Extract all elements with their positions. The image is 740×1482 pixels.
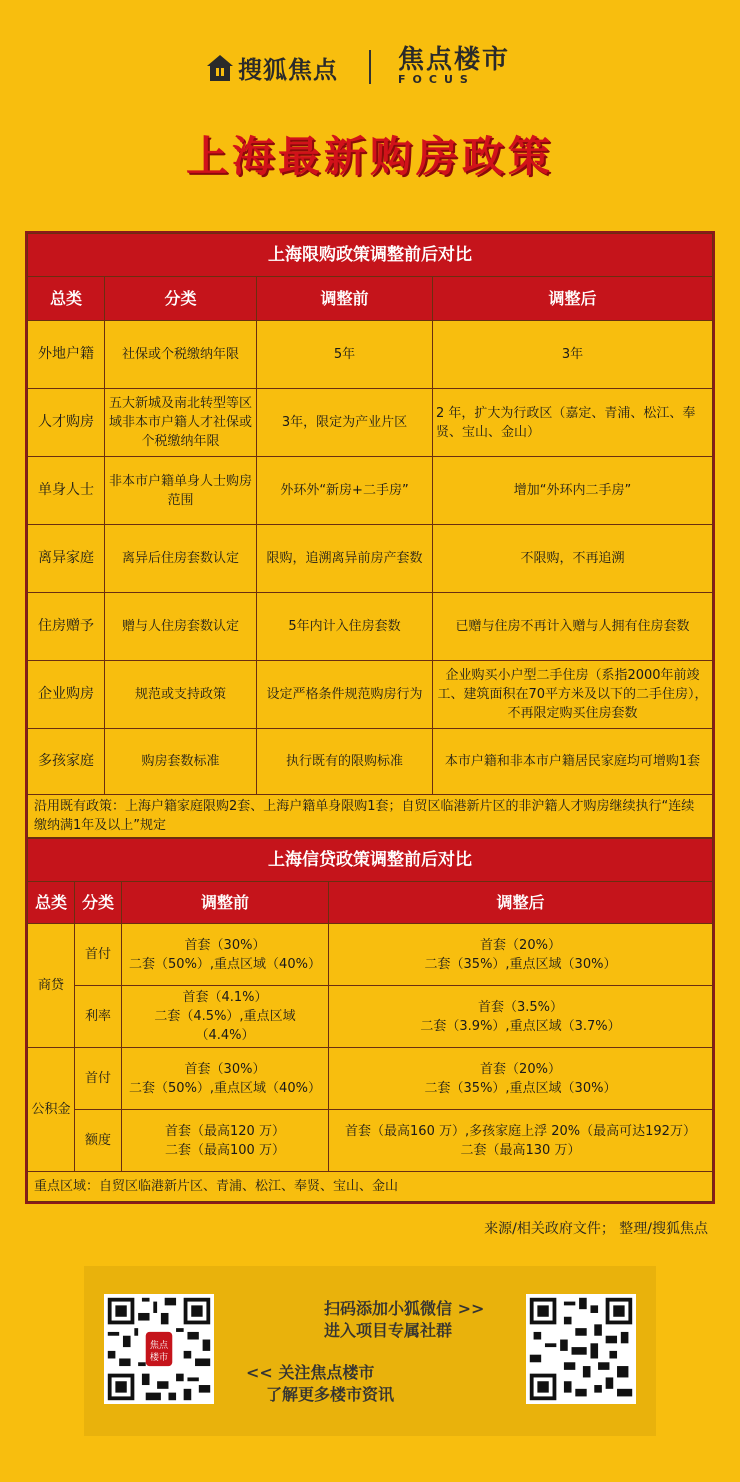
row-subcategory: 赠与人住房套数认定 [105, 593, 257, 661]
source-credit: 来源/相关政府文件； 整理/搜狐焦点 [484, 1221, 708, 1237]
row-category: 离异家庭 [28, 525, 105, 593]
row-after: 首套（20%） 二套（35%）,重点区域（30%） [329, 924, 713, 986]
table-row [28, 729, 713, 795]
row-category: 外地户籍 [28, 321, 105, 389]
table1-header-before: 调整前 [257, 277, 433, 321]
row-category: 单身人士 [28, 457, 105, 525]
wechat-add-text [324, 1298, 484, 1342]
row-before: 5年 [257, 321, 433, 389]
row-after: 3年 [433, 321, 713, 389]
sohu-focus-logo[interactable] [206, 50, 338, 85]
row-before: 设定严格条件规范购房行为 [257, 661, 433, 729]
row-category: 住房赠予 [28, 593, 105, 661]
group-category: 公积金 [28, 1048, 75, 1172]
table-row [28, 525, 713, 593]
table1-header-after: 调整后 [433, 277, 713, 321]
row-subcategory: 首付 [75, 924, 122, 986]
row-before: 首套（30%） 二套（50%）,重点区域（40%） [122, 1048, 329, 1110]
row-subcategory: 利率 [75, 986, 122, 1048]
row-subcategory: 非本市户籍单身人士购房范围 [105, 457, 257, 525]
follow-line-2: 了解更多楼市资讯 [266, 1385, 395, 1404]
table-row [28, 1048, 713, 1110]
row-subcategory: 额度 [75, 1110, 122, 1172]
row-subcategory: 购房套数标准 [105, 729, 257, 795]
header [0, 44, 740, 94]
table2-header-cat: 总类 [28, 882, 75, 924]
row-after: 2 年，扩大为行政区（嘉定、青浦、松江、奉贤、宝山、金山） [433, 389, 713, 457]
row-subcategory: 社保或个税缴纳年限 [105, 321, 257, 389]
policy-tables [25, 231, 715, 1204]
table2-title: 上海信贷政策调整前后对比 [28, 839, 713, 882]
row-after: 已赠与住房不再计入赠与人拥有住房套数 [433, 593, 713, 661]
focus-loushi-logo[interactable] [398, 46, 510, 86]
table-row [28, 986, 713, 1048]
row-after: 首套（3.5%） 二套（3.9%）,重点区域（3.7%） [329, 986, 713, 1048]
row-before: 首套（30%） 二套（50%）,重点区域（40%） [122, 924, 329, 986]
brand-right-en: FOCUS [398, 73, 475, 86]
follow-text [246, 1362, 394, 1406]
row-after: 首套（最高160 万）,多孩家庭上浮 20%（最高可达192万） 二套（最高130 万） [329, 1110, 713, 1172]
wechat-qr-code[interactable] [526, 1294, 636, 1404]
brand-left-text: 搜狐焦点 [238, 56, 338, 84]
row-before: 外环外“新房+二手房” [257, 457, 433, 525]
row-after: 首套（20%） 二套（35%）,重点区域（30%） [329, 1048, 713, 1110]
credit-policy-table [27, 838, 713, 1202]
table-row [28, 661, 713, 729]
row-before: 首套（4.1%） 二套（4.5%）,重点区域 （4.4%） [122, 986, 329, 1048]
house-logo-icon [206, 54, 234, 82]
wechat-line-2: 进入项目专属社群 [324, 1321, 453, 1340]
table-row [28, 924, 713, 986]
row-after: 企业购买小户型二手住房（系指2000年前竣工、建筑面积在70平方米及以下的二手住房），不再限定购买住房套数 [433, 661, 713, 729]
table2-header-after: 调整后 [329, 882, 713, 924]
purchase-restriction-table [27, 233, 713, 838]
svg-text:焦点: 焦点 [149, 1340, 169, 1351]
row-before: 限购，追溯离异前房产套数 [257, 525, 433, 593]
follow-line-1: << 关注焦点楼市 [246, 1363, 375, 1382]
table2-header-before: 调整前 [122, 882, 329, 924]
row-before: 5年内计入住房套数 [257, 593, 433, 661]
row-before: 首套（最高120 万） 二套（最高100 万） [122, 1110, 329, 1172]
wechat-line-1: 扫码添加小狐微信 >> [324, 1299, 485, 1318]
qr-code-icon [526, 1294, 636, 1404]
row-before: 3年，限定为产业片区 [257, 389, 433, 457]
row-category: 企业购房 [28, 661, 105, 729]
follow-qr-code[interactable] [104, 1294, 214, 1404]
table1-header-sub: 分类 [105, 277, 257, 321]
table-row [28, 593, 713, 661]
header-divider [369, 50, 371, 84]
group-category: 商贷 [28, 924, 75, 1048]
row-subcategory: 首付 [75, 1048, 122, 1110]
page-title: 上海最新购房政策 [185, 132, 554, 181]
row-after: 增加“外环内二手房” [433, 457, 713, 525]
qr-promo-panel [84, 1266, 656, 1436]
table-row [28, 457, 713, 525]
row-after: 不限购，不再追溯 [433, 525, 713, 593]
table2-note: 重点区域：自贸区临港新片区、青浦、松江、奉贤、宝山、金山 [28, 1172, 713, 1202]
table1-note: 沿用既有政策：上海户籍家庭限购2套、上海户籍单身限购1套；自贸区临港新片区的非沪籍人才购房继续执行“连续缴纳满1年及以上”规定 [28, 795, 713, 838]
table-row [28, 321, 713, 389]
brand-right-cn: 焦点楼市 [398, 45, 511, 75]
table1-title: 上海限购政策调整前后对比 [28, 234, 713, 277]
qr-code-icon [104, 1294, 214, 1404]
row-category: 人才购房 [28, 389, 105, 457]
row-subcategory: 离异后住房套数认定 [105, 525, 257, 593]
table-row [28, 389, 713, 457]
row-category: 多孩家庭 [28, 729, 105, 795]
svg-text:楼市: 楼市 [149, 1353, 169, 1363]
table1-header-cat: 总类 [28, 277, 105, 321]
row-after: 本市户籍和非本市户籍居民家庭均可增购1套 [433, 729, 713, 795]
table2-header-sub: 分类 [75, 882, 122, 924]
row-subcategory: 规范或支持政策 [105, 661, 257, 729]
table-row [28, 1110, 713, 1172]
row-subcategory: 五大新城及南北转型等区域非本市户籍人才社保或个税缴纳年限 [105, 389, 257, 457]
row-before: 执行既有的限购标准 [257, 729, 433, 795]
